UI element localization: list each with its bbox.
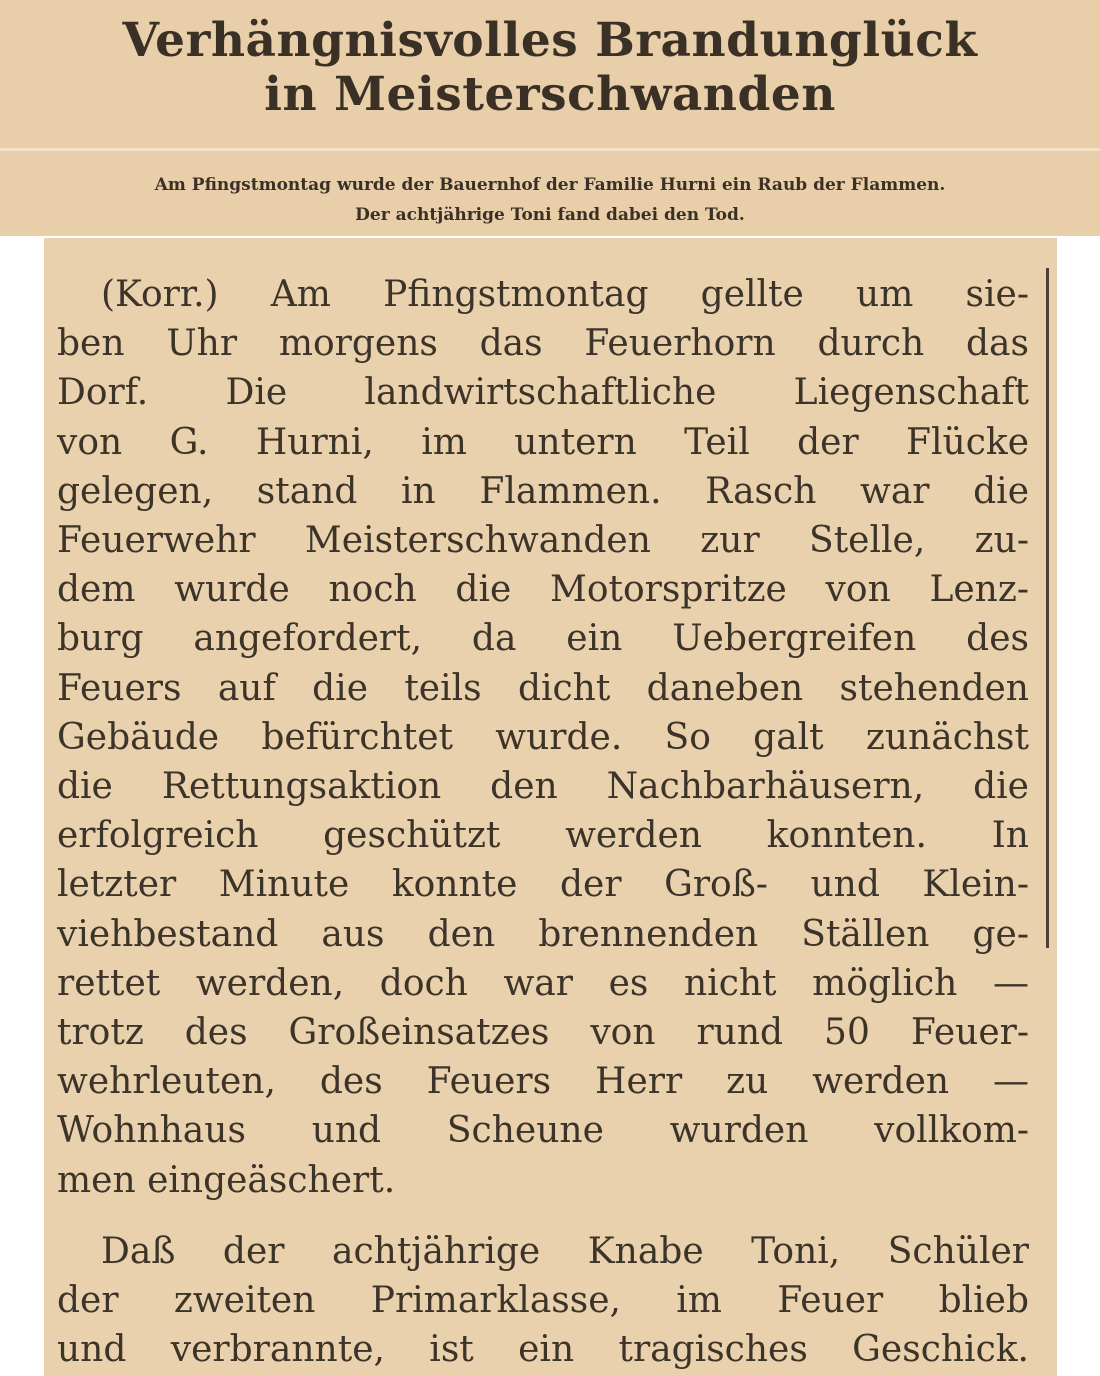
body-line: (Korr.) Am Pfingstmontag gellte um sie- xyxy=(101,274,1029,315)
body-line: letzter Minute konnte der Groß- und Klein- xyxy=(57,864,1029,906)
paragraph-1 xyxy=(57,270,1029,1205)
body-line: gelegen, stand in Flammen. Rasch war die xyxy=(57,470,1029,512)
body-line: Feuers auf die teils dicht daneben stehenden xyxy=(57,667,1029,709)
body-line: trotz des Großeinsatzes von rund 50 Feuer- xyxy=(57,1012,1029,1054)
body-line: viehbestand aus den brennenden Ställen ge- xyxy=(57,913,1029,955)
headline-block xyxy=(0,0,1100,236)
body-line: und verbrannte, ist ein tragisches Geschick. xyxy=(57,1329,1029,1371)
subheadline-line-1: Am Pfingstmontag wurde der Bauernhof der Familie Hurni ein Raub der Flammen. xyxy=(154,175,946,195)
body-line: von G. Hurni, im untern Teil der Flücke xyxy=(57,421,1029,463)
body-line: erfolgreich geschützt werden konnten. In xyxy=(57,815,1029,857)
body-line: Gebäude befürchtet wurde. So galt zunächst xyxy=(57,716,1029,758)
column-rule xyxy=(1046,268,1049,948)
headline xyxy=(0,14,1100,122)
body-line: burg angefordert, da ein Uebergreifen des xyxy=(57,618,1029,660)
paragraph-2 xyxy=(57,1227,1029,1375)
article-body xyxy=(57,270,1029,1374)
body-line: der zweiten Primarklasse, im Feuer blieb xyxy=(57,1280,1029,1322)
subheadline xyxy=(0,170,1100,230)
headline-line-2: in Meisterschwanden xyxy=(264,67,836,122)
body-line: rettet werden, doch war es nicht möglich — xyxy=(57,962,1029,1004)
body-line: die Rettungsaktion den Nachbarhäusern, die xyxy=(57,766,1029,808)
body-line: Daß der achtjährige Knabe Toni, Schüler xyxy=(101,1230,1029,1272)
body-line: ben Uhr morgens das Feuerhorn durch das xyxy=(57,323,1029,365)
body-line: Feuerwehr Meisterschwanden zur Stelle, zu- xyxy=(57,520,1029,562)
headline-divider xyxy=(0,148,1100,151)
body-line: men eingeäschert. xyxy=(57,1159,396,1201)
body-line: Dorf. Die landwirtschaftliche Liegenschaft xyxy=(57,372,1029,414)
body-line: Wohnhaus und Scheune wurden vollkom- xyxy=(57,1110,1029,1152)
body-line: dem wurde noch die Motorspritze von Lenz- xyxy=(57,569,1029,611)
paragraph-gap xyxy=(57,1205,1029,1227)
body-line: wehrleuten, des Feuers Herr zu werden — xyxy=(57,1061,1029,1103)
headline-line-1: Verhängnisvolles Brandunglück xyxy=(122,13,978,68)
subheadline-line-2: Der achtjährige Toni fand dabei den Tod. xyxy=(355,205,745,225)
